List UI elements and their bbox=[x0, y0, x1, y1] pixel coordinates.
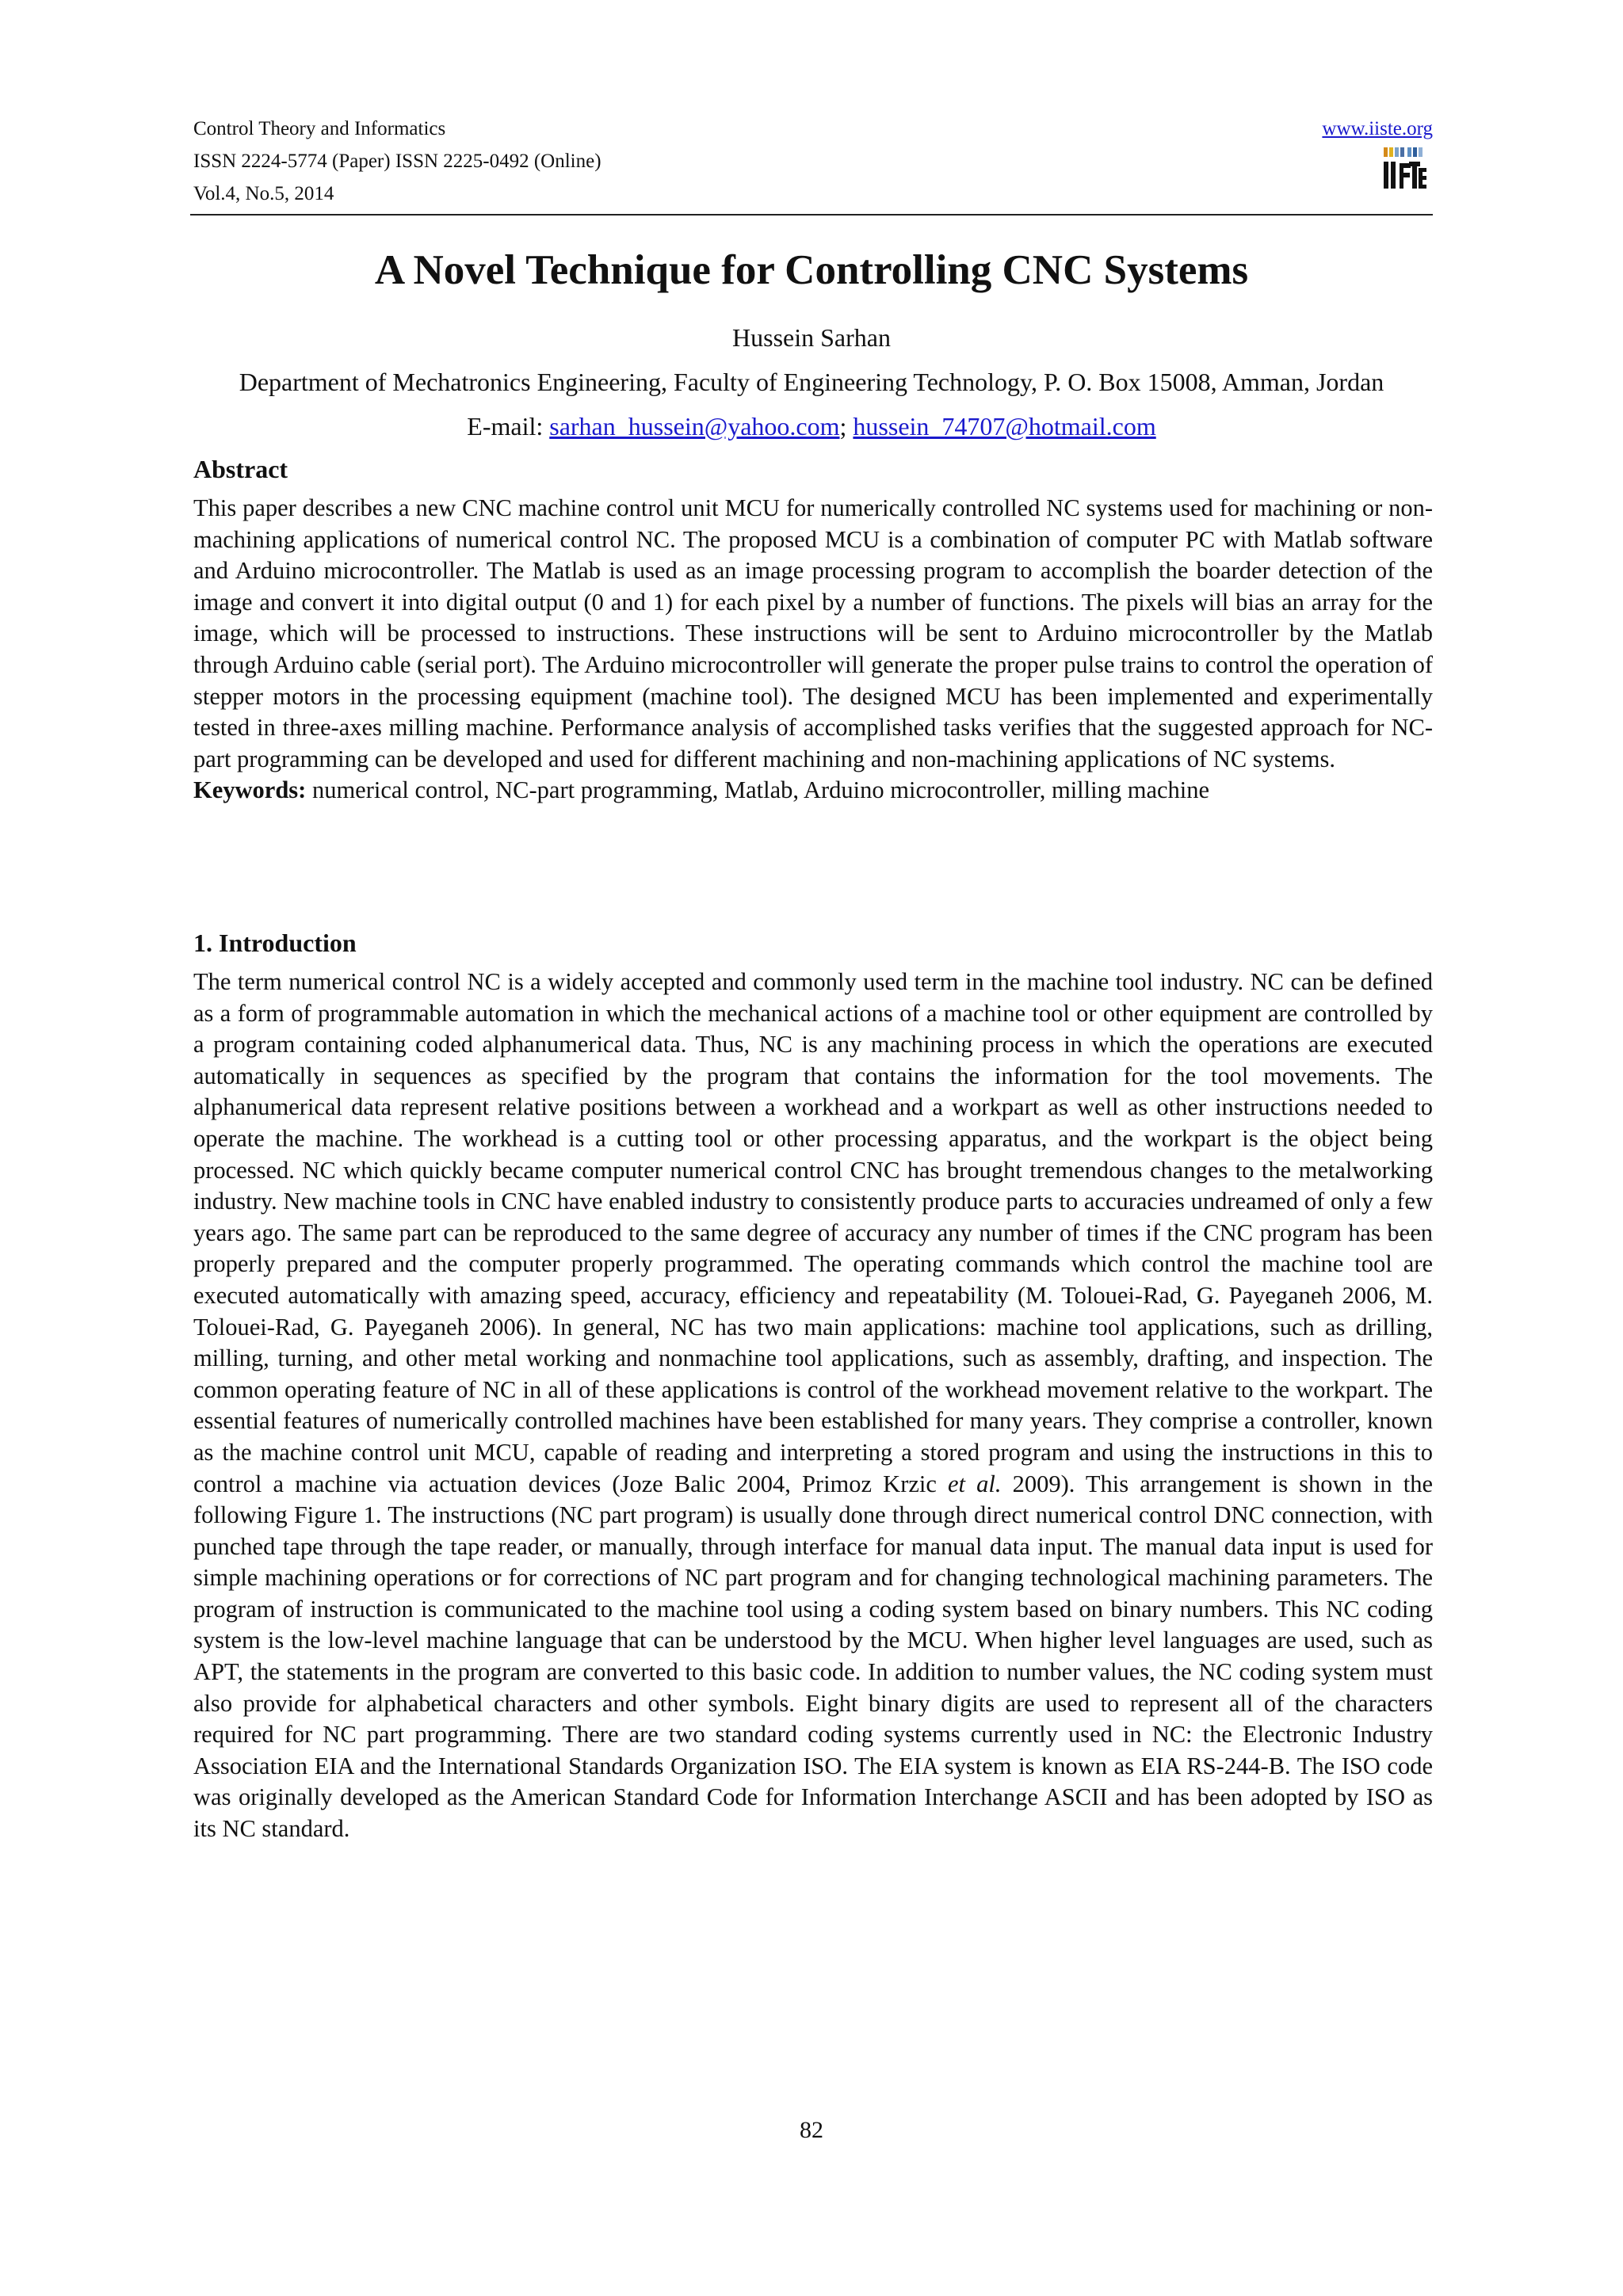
abstract-text: This paper describes a new CNC machine control unit MCU for numerically controlled NC systems used for machining or non-machining applications of numerical control NC. The proposed MCU is a combination of computer PC with Matlab software and Arduino microcontroller. The Matlab is used as an image processing program to accomplish the boarder detection of the image and convert it into digital output (0 and 1) for each pixel by a number of functions. The pixels will bias an array for the image, which will be processed to instructions. These instructions will be sent to Arduino microcontroller by the Matlab through Arduino cable (serial port). The Arduino microcontroller will generate the proper pulse trains to control the operation of stepper motors in the processing equipment (machine tool). The designed MCU has been implemented and experimentally tested in three-axes milling machine. Performance analysis of accomplished tasks verifies that the suggested approach for NC-part programming can be developed and used for different machining and non-machining applications of NC systems. bbox=[193, 494, 1433, 772]
abstract-section bbox=[193, 452, 1433, 807]
email-label: E-mail: bbox=[467, 412, 550, 441]
introduction-section bbox=[193, 925, 1433, 1845]
email-link-yahoo[interactable]: sarhan_hussein@yahoo.com bbox=[549, 412, 840, 441]
author-affiliation: Department of Mechatronics Engineering, Faculty of Engineering Technology, P. O. Box 15008, Amman, Jordan bbox=[239, 368, 1384, 396]
journal-name: Control Theory and Informatics bbox=[193, 118, 446, 139]
iiste-logo bbox=[1381, 146, 1428, 193]
introduction-text-part2: 2009). This arrangement is shown in the following Figure 1. The instructions (NC part program) is usually done through direct numerical control DNC connection, with punched tape through the tape reader, or manually, through interface for manual data input. The manual data input is used for simple machining operations or for corrections of NC part program and for changing technological machining parameters. The program of instruction is communicated to the machine tool using a coding system based on binary numbers. This NC coding system is the low-level machine language that can be understood by the MCU. When higher level languages are used, such as APT, the statements in the program are converted to this basic code. In addition to number values, the NC coding system must also provide for alphabetical characters and other symbols. Eight binary digits are used to represent all of the characters required for NC part programming. There are two standard coding systems currently used in NC: the Electronic Industry Association EIA and the International Standards Organization ISO. The EIA system is known as EIA RS-244-B. The ISO code was originally developed as the American Standard Code for Information Interchange ASCII and has been adopted by ISO as its NC standard. bbox=[193, 1470, 1433, 1843]
introduction-text bbox=[193, 967, 1433, 1845]
paper-title: A Novel Technique for Controlling CNC Systems bbox=[374, 247, 1249, 293]
keywords-text: numerical control, NC-part programming, Matlab, Arduino microcontroller, milling machine bbox=[306, 776, 1210, 804]
journal-header bbox=[193, 113, 1433, 208]
keywords bbox=[193, 775, 1433, 807]
introduction-heading: 1. Introduction bbox=[193, 929, 357, 957]
header-rule bbox=[190, 214, 1433, 215]
journal-issn: ISSN 2224-5774 (Paper) ISSN 2225-0492 (Online) bbox=[193, 151, 601, 172]
journal-url-link[interactable]: www.iiste.org bbox=[1322, 118, 1433, 139]
email-separator: ; bbox=[839, 412, 854, 441]
author-email bbox=[0, 409, 1623, 444]
introduction-italic-et-al: et al. bbox=[948, 1470, 1002, 1497]
keywords-label: Keywords: bbox=[193, 776, 307, 804]
page-number: 82 bbox=[800, 2117, 823, 2143]
abstract-heading: Abstract bbox=[193, 455, 288, 483]
journal-volume: Vol.4, No.5, 2014 bbox=[193, 183, 334, 204]
author-name: Hussein Sarhan bbox=[732, 323, 891, 352]
introduction-text-part1: The term numerical control NC is a widely accepted and commonly used term in the machine tool industry. NC can be defined as a form of programmable automation in which the mechanical actions of a machine tool or other equipment are controlled by a program containing coded alphanumerical data. Thus, NC is any machining process in which the operations are executed automatically in sequences as specified by the program that contains the information for the tool movements. The alphanumerical data represent relative positions between a workhead and a workpart as well as other instructions needed to operate the machine. The workhead is a cutting tool or other processing apparatus, and the workpart is the object being processed. NC which quickly became computer numerical control CNC has brought tremendous changes to the metalworking industry. New machine tools in CNC have enabled industry to consistently produce parts to accuracies undreamed of only a few years ago. The same part can be reproduced to the same degree of accuracy any number of times if the CNC program has been properly prepared and the computer properly programmed. The operating commands which control the machine tool are executed automatically with amazing speed, accuracy, efficiency and repeatability (M. Tolouei-Rad, G. Payeganeh 2006, M. Tolouei-Rad, G. Payeganeh 2006). In general, NC has two main applications: machine tool applications, such as drilling, milling, turning, and other metal working and nonmachine tool applications, such as assembly, drafting, and inspection. The common operating feature of NC in all of these applications is control of the workhead movement relative to the workpart. The essential features of numerically controlled machines have been established for many years. They comprise a controller, known as the machine control unit MCU, capable of reading and interpreting a stored program and using the instructions in this to control a machine via actuation devices (Joze Balic 2004, Primoz Krzic bbox=[193, 968, 1433, 1497]
email-link-hotmail[interactable]: hussein_74707@hotmail.com bbox=[853, 412, 1156, 441]
